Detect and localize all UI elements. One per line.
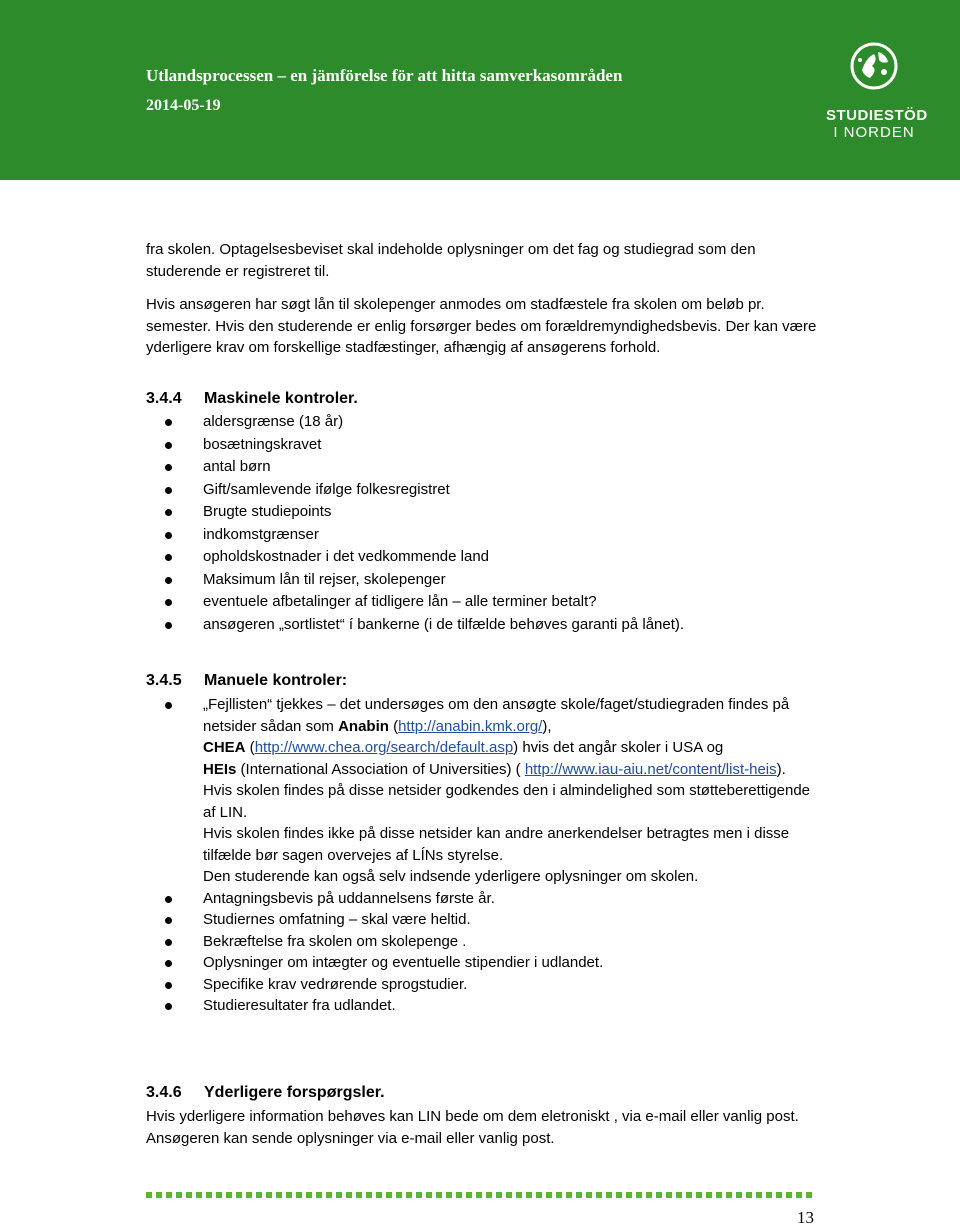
list-item: Bekræftelse fra skolen om skolepenge . <box>165 931 825 953</box>
list-item: Antagningsbevis på uddannelsens første år. <box>165 888 825 910</box>
list-item: bosætningskravet <box>165 434 825 457</box>
manual-checks-list <box>165 694 825 1017</box>
section-number: 3.4.4 <box>146 390 182 407</box>
bullet-icon <box>165 982 172 989</box>
list-item: indkomstgrænser <box>165 524 825 547</box>
bullet-icon <box>165 896 172 903</box>
heis-name: HEIs <box>203 760 237 778</box>
bullet-icon <box>165 960 172 967</box>
section-number: 3.4.6 <box>146 1084 182 1101</box>
bullet-icon <box>165 419 172 426</box>
other-recognition-note: Hvis skolen findes ikke på disse netsider kan andre anerkendelser betragtes men i disse tilfælde bør sagen overvejes af LÍNs styrelse. <box>203 825 790 864</box>
bullet-icon <box>165 442 172 449</box>
page-header <box>0 0 960 180</box>
logo-text-primary: STUDIESTÖD <box>826 107 928 124</box>
bullet-icon <box>165 487 172 494</box>
list-item: Studiernes omfatning – skal være heltid. <box>165 909 825 931</box>
section-title: Maskinele kontroler. <box>204 390 358 407</box>
list-item: eventuele afbetalinger af tidligere lån – alle terminer betalt? <box>165 591 825 614</box>
list-item: Oplysninger om intægter og eventuelle stipendier i udlandet. <box>165 952 825 974</box>
list-item: ansøgeren „sortlistet“ í bankerne (i de tilfælde behøves garanti på lånet). <box>165 614 825 637</box>
bullet-icon <box>165 622 172 629</box>
nordic-globe-icon <box>848 40 900 92</box>
list-item: aldersgrænse (18 år) <box>165 411 825 434</box>
anabin-link[interactable]: http://anabin.kmk.org/ <box>398 717 543 735</box>
bullet-icon <box>165 577 172 584</box>
bullet-icon <box>165 509 172 516</box>
further-inquiries-paragraph: Hvis yderligere information behøves kan LIN bede om dem eletroniskt , via e-mail eller vanlig post. Ansøgeren kan sende oplysninger via e-mail eller vanlig post. <box>146 1108 799 1147</box>
bullet-icon <box>165 939 172 946</box>
list-item: Gift/samlevende ifølge folkesregistret <box>165 479 825 502</box>
approval-note: Hvis skolen findes på disse netsider godkendes den i almindelighed som støtteberettigende af LIN. <box>203 782 811 821</box>
bullet-icon <box>165 464 172 471</box>
list-item: Studieresultater fra udlandet. <box>165 995 825 1017</box>
list-item: Brugte studiepoints <box>165 501 825 524</box>
chea-name: CHEA <box>203 739 246 756</box>
list-item: Maksimum lån til rejser, skolepenger <box>165 569 825 592</box>
logo-text-secondary: I NORDEN <box>833 124 915 141</box>
bullet-icon <box>165 1003 172 1010</box>
bullet-icon <box>165 702 172 709</box>
bullet-icon <box>165 532 172 539</box>
bullet-icon <box>165 917 172 924</box>
studiestod-logo <box>826 40 928 141</box>
section-title: Yderligere forspørgsler. <box>204 1084 385 1101</box>
intro-paragraph-2: Hvis ansøgeren har søgt lån til skolepenger anmodes om stadfæstele fra skolen om beløb pr. semester. Hvis den studerende er enlig forsørger bedes om forældremyndighedsbevis. Der kan være yderligere krav om forskellige stadfæstinger, afhængig af ansøgerens forhold. <box>146 296 817 356</box>
section-heading-344 <box>146 390 358 408</box>
footer-divider <box>146 1192 814 1198</box>
list-item: opholdskostnader i det vedkommende land <box>165 546 825 569</box>
anabin-name: Anabin <box>338 717 389 735</box>
iau-link[interactable]: http://www.iau-aiu.net/content/list-heis <box>524 760 777 778</box>
section-heading-346 <box>146 1084 385 1102</box>
student-submission-note: Den studerende kan også selv indsende yderligere oplysninger om skolen. <box>203 868 699 885</box>
section-title: Manuele kontroler: <box>204 672 348 689</box>
document-date: 2014-05-19 <box>146 97 221 114</box>
bullet-icon <box>165 599 172 606</box>
section-heading-345 <box>146 672 347 690</box>
list-item: „Fejllisten“ tjekkes – det undersøges om den ansøgte skole/faget/studiegraden findes på netsider sådan som Anabin (http://anabin.kmk.org/), CHEA (http://www.chea.org/search/default.asp) hvis det angår skoler i USA og HEIs (International Association of Universities) ( http://www.iau-aiu.net/content/list-heis). Hvis skolen findes på disse netsider godkendes den i almindelighed som støtteberettigende af LIN. Hvis skolen findes ikke på disse netsider kan andre anerkendelser betragtes men i disse tilfælde bør sagen overvejes af LÍNs styrelse. Den studerende kan også selv indsende yderligere oplysninger om skolen. <box>165 694 825 888</box>
list-item: Specifike krav vedrørende sprogstudier. <box>165 974 825 996</box>
intro-paragraph-1: fra skolen. Optagelsesbeviset skal indeholde oplysninger om det fag og studiegrad som den studerende er registreret til. <box>146 241 756 280</box>
list-item: antal børn <box>165 456 825 479</box>
chea-link[interactable]: http://www.chea.org/search/default.asp <box>254 739 514 756</box>
section-number: 3.4.5 <box>146 672 182 689</box>
document-title: Utlandsprocessen – en jämförelse för att hitta samverkasområden <box>146 66 623 85</box>
page-number: 13 <box>797 1208 814 1227</box>
machine-checks-list <box>165 411 825 636</box>
bullet-icon <box>165 554 172 561</box>
